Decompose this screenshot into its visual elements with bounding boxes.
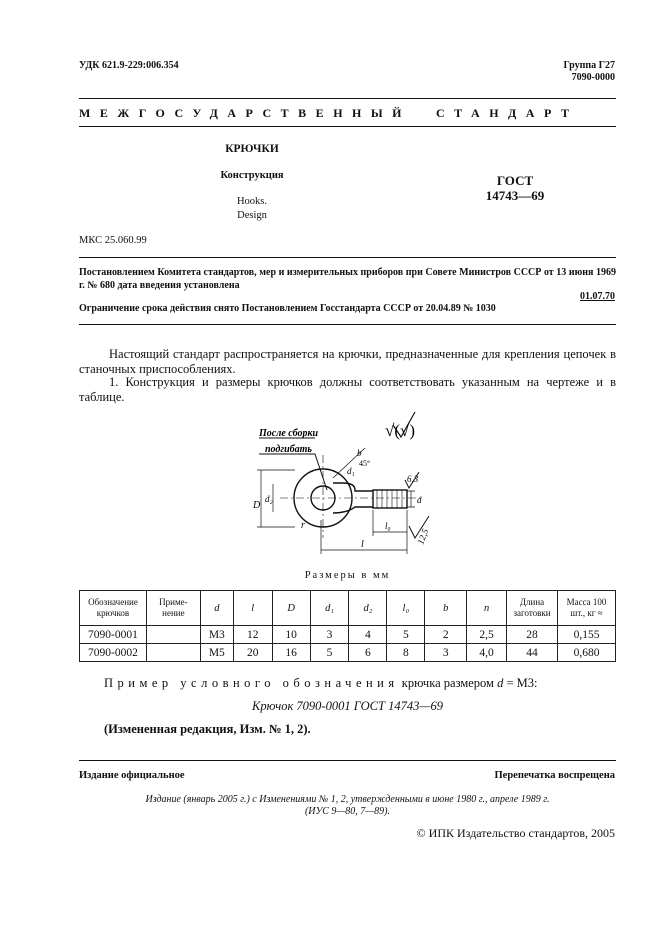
dim-b: b: [357, 448, 362, 458]
banner-rule: [79, 126, 616, 127]
dim-d1: d₁: [347, 466, 355, 476]
subtitle-en: Design: [237, 210, 267, 221]
table-header: d₂: [349, 591, 387, 626]
example-lead: Пример условного обозначения: [104, 676, 399, 690]
table-cell: 3: [310, 626, 349, 644]
intro-date: 01.07.70: [580, 291, 615, 302]
table-header: Обозначение крючков: [80, 591, 147, 626]
table-cell: 8: [387, 644, 425, 662]
table-row: [80, 644, 616, 662]
table-header: Масса 100 шт., кг ≈: [558, 591, 616, 626]
dim-angle: 45°: [359, 459, 371, 468]
table-cell: 5: [310, 644, 349, 662]
table-header: Длина заготовки: [507, 591, 558, 626]
table-cell: 5: [387, 626, 425, 644]
roughness-6-3: 6,3: [407, 474, 419, 484]
limitation-rule: [79, 324, 616, 325]
table-cell: 2: [425, 626, 467, 644]
dim-l0: l₀: [385, 521, 391, 531]
table-header: b: [425, 591, 467, 626]
top-rule: [79, 98, 616, 99]
table-header: l₀: [387, 591, 425, 626]
table-cell: 6: [349, 644, 387, 662]
decree-rule: [79, 257, 616, 258]
table-header: d: [200, 591, 233, 626]
table-header: l: [233, 591, 272, 626]
hook-drawing: [235, 410, 455, 570]
group-code: Группа Г27: [563, 60, 615, 71]
example-line: [104, 676, 537, 691]
footer-rule: [79, 760, 616, 761]
table-header: D: [272, 591, 310, 626]
dim-l: l: [361, 539, 364, 550]
dim-D: D: [253, 500, 261, 511]
table-cell: 7090-0001: [80, 626, 147, 644]
example-var: d: [497, 676, 504, 690]
roughness-main: √(√): [385, 421, 415, 440]
table-caption: Размеры в мм: [304, 570, 391, 581]
title-en: Hooks.: [236, 196, 268, 207]
roughness-12-5: 12,5: [415, 527, 431, 546]
table-cell: 3: [425, 644, 467, 662]
dim-d: d: [417, 495, 422, 505]
table-cell: М5: [200, 644, 233, 662]
gost-label: ГОСТ: [496, 173, 534, 188]
table-cell: М3: [200, 626, 233, 644]
table-header: n: [467, 591, 507, 626]
example-text: крючка размером: [401, 676, 494, 690]
decree-text: Постановлением Комитета стандартов, мер и измерительных приборов при Совете Министров СССР от 13 июня 1969 г. № 680 дата введения установлена: [79, 267, 616, 291]
example-designation: Крючок 7090-0001 ГОСТ 14743—69: [252, 699, 443, 713]
hook-shank-top: [333, 483, 373, 491]
assembly-note-line2: подгибать: [265, 444, 312, 455]
table-header-row: [80, 591, 616, 626]
copyright: © ИПК Издательство стандартов, 2005: [416, 826, 615, 840]
table-cell: 0,155: [558, 626, 616, 644]
table-cell: 4,0: [467, 644, 507, 662]
table-cell: 44: [507, 644, 558, 662]
table-cell: 16: [272, 644, 310, 662]
dim-d2: d₂: [265, 494, 273, 504]
official-edition: Издание официальное: [79, 770, 185, 781]
revision-note: (Измененная редакция, Изм. № 1, 2).: [104, 722, 311, 736]
table-cell: 12: [233, 626, 272, 644]
table-cell: 10: [272, 626, 310, 644]
title-ru: КРЮЧКИ: [225, 143, 279, 155]
table-cell: 2,5: [467, 626, 507, 644]
design-paragraph: 1. Конструкция и размеры крючков должны соответствовать указанным на чертеже и в таблице.: [79, 375, 616, 404]
table-row: [80, 626, 616, 644]
edition-line2: (ИУС 9—80, 7—89).: [304, 806, 391, 817]
table-cell: 0,680: [558, 644, 616, 662]
limitation-text: Ограничение срока действия снято Постановлением Госстандарта СССР от 20.04.89 № 1030: [79, 303, 496, 314]
udk-code: УДК 621.9-229:006.354: [79, 60, 179, 71]
dim-r: r: [301, 520, 305, 531]
reprint-prohibited: Перепечатка воспрещена: [494, 770, 615, 781]
table-cell: 4: [349, 626, 387, 644]
table-cell: 7090-0002: [80, 644, 147, 662]
dimensions-table: [79, 590, 616, 662]
scope-paragraph: Настоящий стандарт распространяется на крючки, предназначенные для крепления цепочек в станочных приспособлениях.: [79, 347, 616, 376]
table-cell: 28: [507, 626, 558, 644]
table-cell: [146, 644, 200, 662]
table-cell: [146, 626, 200, 644]
gost-number: 14743—69: [485, 188, 545, 203]
assembly-note-line1: После сборки: [259, 428, 319, 439]
mks-code: МКС 25.060.99: [79, 235, 147, 246]
table-header: Приме-нение: [146, 591, 200, 626]
classifier-code: 7090-0000: [571, 72, 615, 83]
example-value: = М3:: [506, 676, 538, 690]
table-header: d₁: [310, 591, 349, 626]
subtitle-ru: Конструкция: [220, 170, 284, 181]
interstate-standard-banner: МЕЖГОСУДАРСТВЕННЫЙ СТАНДАРТ: [79, 106, 579, 120]
hook-shank-bottom: [333, 507, 373, 513]
edition-line1: Издание (январь 2005 г.) с Изменениями № 1, 2, утвержденными в июне 1980 г., апреле 1989 г.: [145, 794, 550, 805]
table-cell: 20: [233, 644, 272, 662]
